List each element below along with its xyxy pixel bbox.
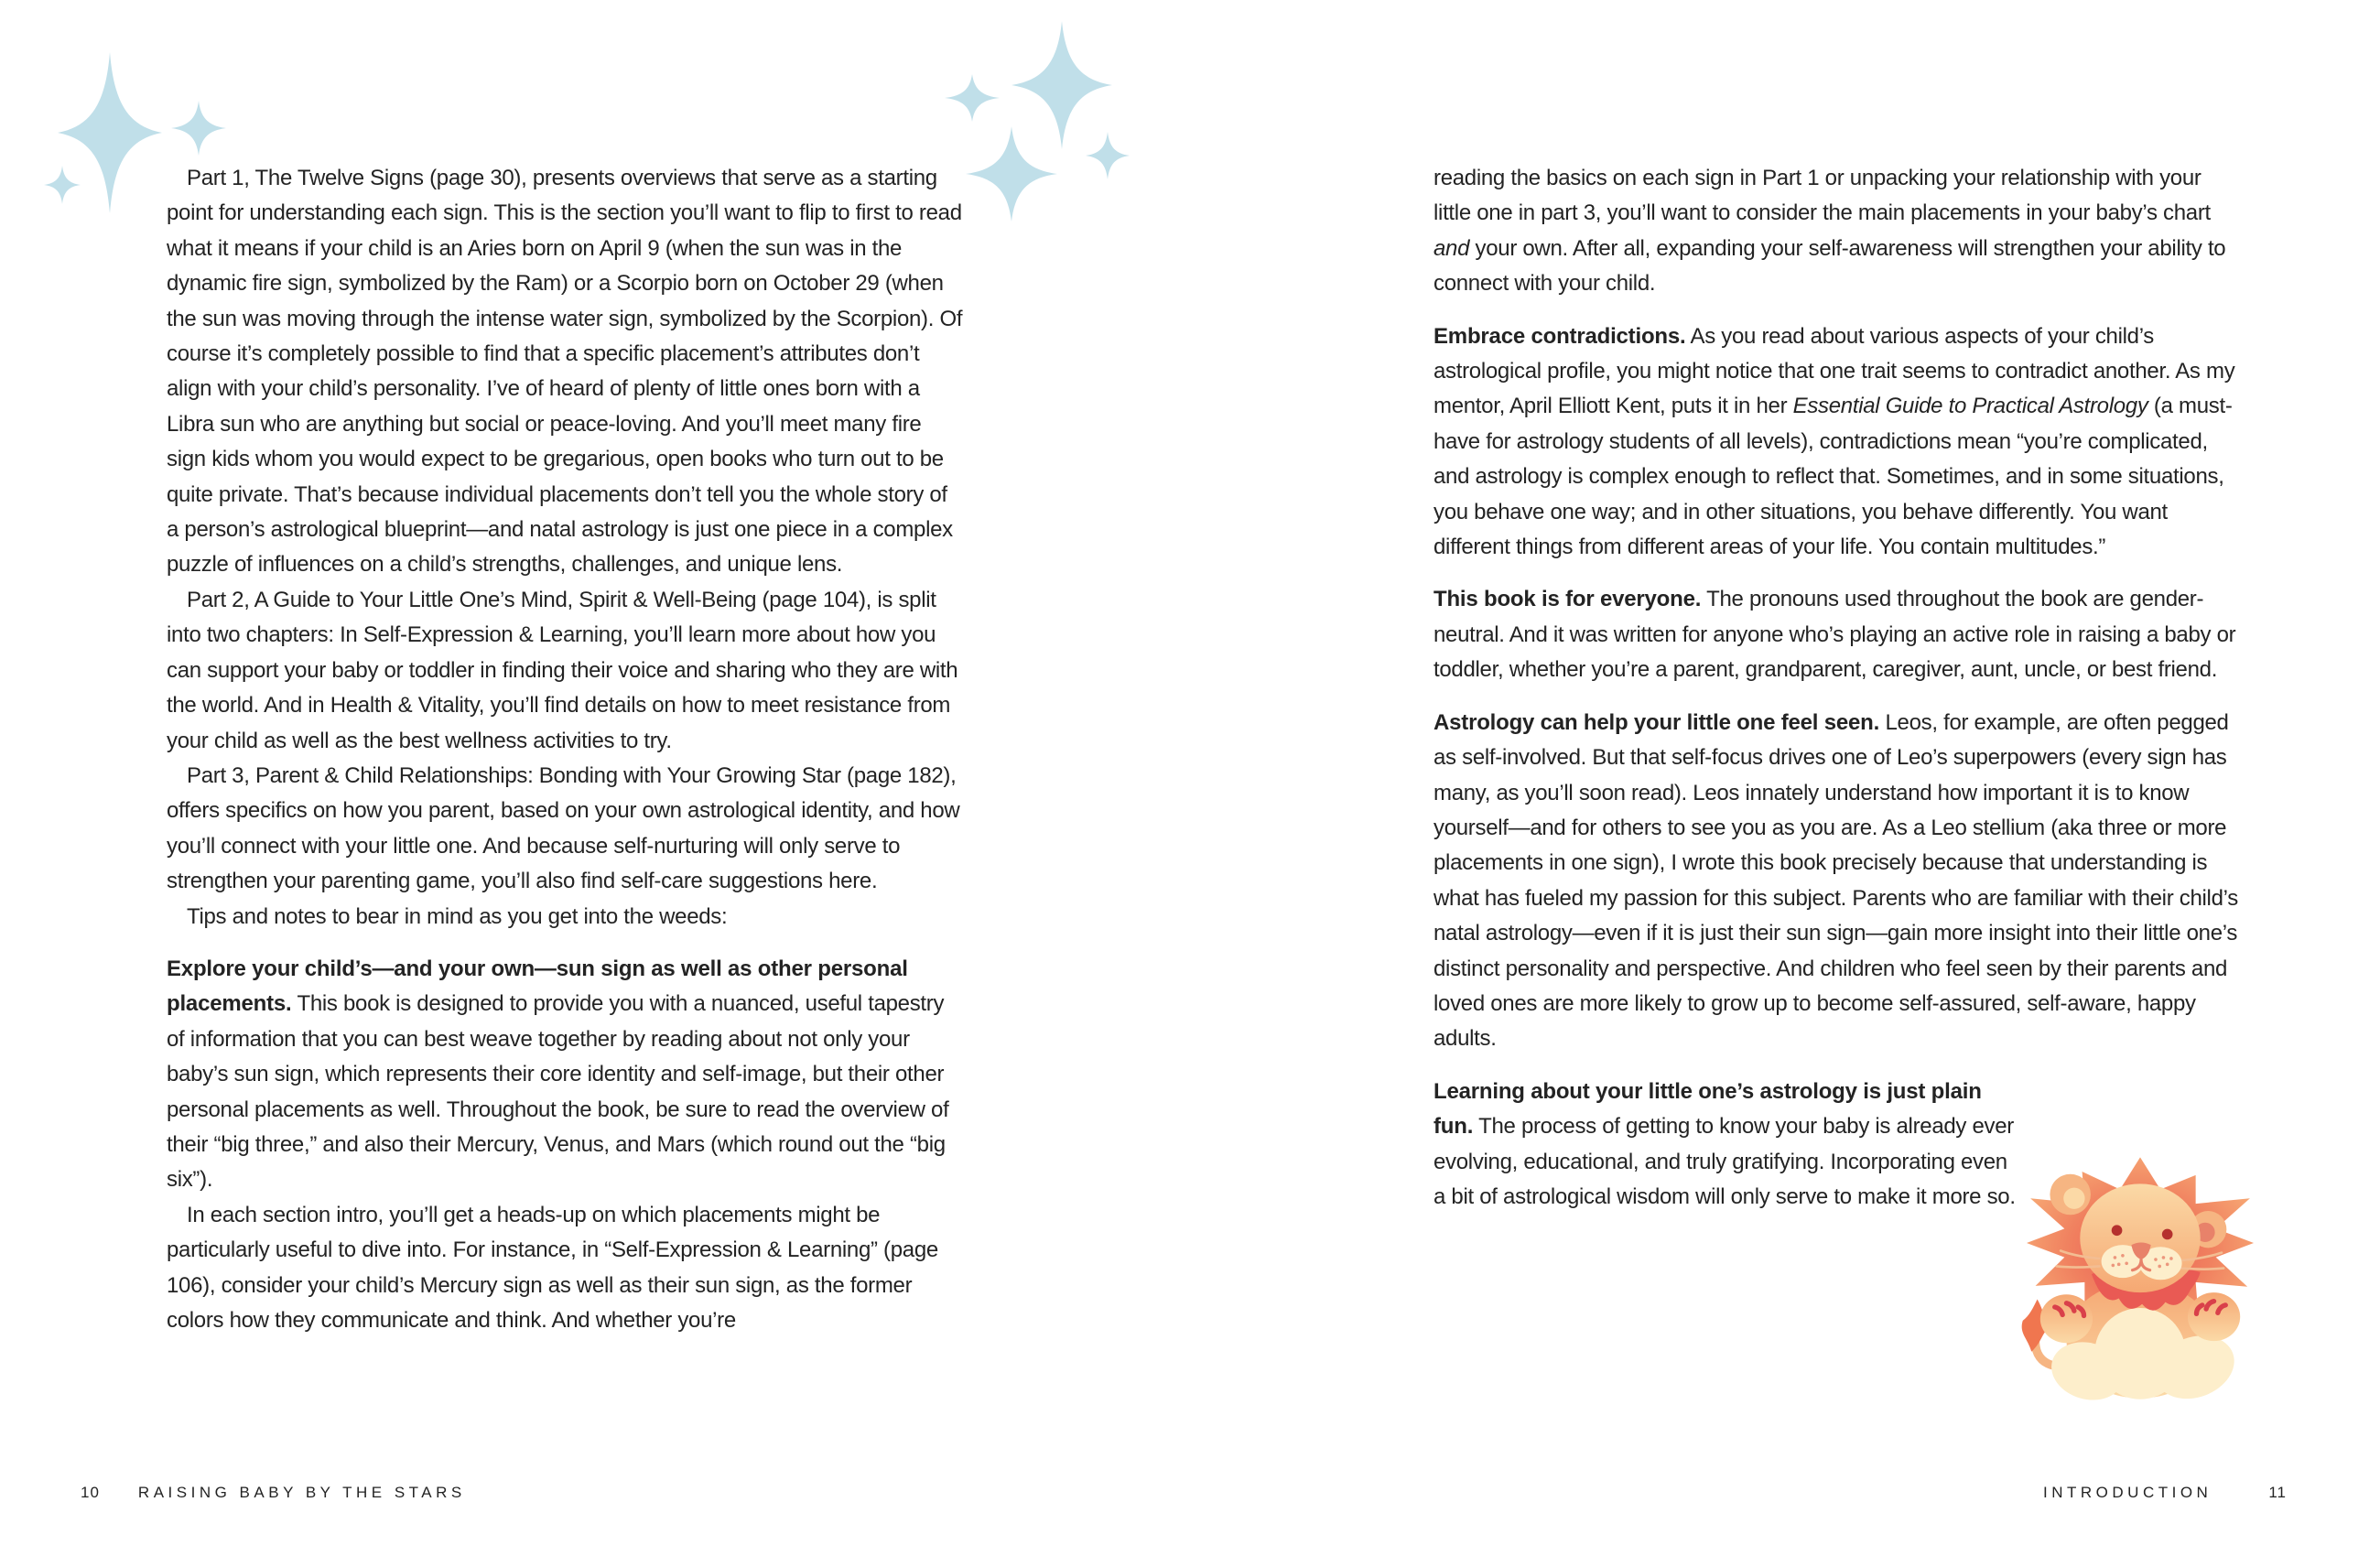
lion-head — [2080, 1183, 2200, 1292]
right-page-text-column — [1433, 161, 2239, 1215]
paragraph-embrace-contradictions: Embrace contradictions. As you read about various aspects of your child’s astrological profile, you might notice that one trait seems to contradict another. As my mentor, April Elliott Kent, puts it in her Essential Guide to Practical Astrology (a must-have for astrology students of all levels), contradictions mean “you’re complicated, and astrology is complex enough to reflect that. Sometimes, and in some situations, you behave one way; and in other situations, you behave differently. You want different things from different areas of your life. You contain multitudes.” — [1433, 323, 2235, 560]
sparkle-icon — [44, 166, 81, 204]
left-page-text-column — [167, 161, 965, 1338]
paragraph-part-3-overview: Part 3, Parent & Child Relationships: Bonding with Your Growing Star (page 182), offers specifics on how you parent, based on your own astrological identity, and how you’ll connect with your little one. And because self-nurturing will only serve to strengthen your parenting game, you’ll also find self-care suggestions here. — [167, 762, 960, 894]
page-number-left: 10 — [81, 1484, 100, 1501]
page-number-right: 11 — [2268, 1484, 2287, 1501]
left-page-footer — [81, 1484, 466, 1502]
sparkle-icon — [58, 52, 162, 213]
paragraph-continuation: reading the basics on each sign in Part 1 or unpacking your relationship with your little one in part 3, you’ll want to consider the main placements in your baby’s chart and your own. After all, expanding your self-awareness will strengthen your ability to connect with your child. — [1433, 166, 2226, 297]
paragraph-part-1-overview: Part 1, The Twelve Signs (page 30), presents overviews that serve as a starting point for understanding each sign. This is the section you’ll want to flip to first to read what it means if your child is an Aries born on April 9 (when the sun was in the dynamic fire sign, symbolized by the Ram) or a Scorpio born on October 29 (when the sun was moving through the intense water sign, symbolized by the Scorpion). Of course it’s completely possible to find that a specific placement’s attributes don’t align with your child’s personality. I’ve of heard of plenty of little ones born with a Libra sun who are anything but social or peace-loving. And you’ll meet many fire sign kids whom you would expect to be gregarious, open books who turn out to be quite private. That’s because individual placements don’t tell you the whole story of a person’s astrological blueprint—and natal astrology is just one piece in a complex puzzle of influences on a child’s strengths, challenges, and unique lens. — [167, 166, 963, 578]
sparkle-icon — [966, 126, 1057, 222]
paragraph-explore-placements: Explore your child’s—and your own—sun sign as well as other personal placements. This book is designed to provide you with a nuanced, useful tapestry of information that you can best weave together by reading about not only your baby’s sun sign, which represents their core identity and self-image, but their other personal placements as well. Throughout the book, be sure to read the overview of their “big three,” and also their Mercury, Venus, and Mars (which round out the “big six”). — [167, 956, 949, 1193]
paragraph-section-intros: In each section intro, you’ll get a heads-up on which placements might be particularly useful to dive into. For instance, in “Self-Expression & Learning” (page 106), consider your child’s Mercury sign as well as their sun sign, as the former colors how they communicate and think. And whether you’re — [167, 1202, 938, 1333]
paragraph-part-2-overview: Part 2, A Guide to Your Little One’s Mind, Spirit & Well-Being (page 104), is split into two chapters: In Self-Expression & Learning, you’ll learn more about how you can support your baby or toddler in finding their voice and sharing who they are with the world. And in Health & Vitality, you’ll find details on how to meet resistance from your child as well as the best wellness activities to try. — [167, 587, 958, 753]
paragraph-book-for-everyone: This book is for everyone. The pronouns used throughout the book are gender-neutral. And it was written for anyone who’s playing an active role in raising a baby or toddler, whether you’re a parent, grandparent, caregiver, aunt, uncle, or best friend. — [1433, 587, 2236, 683]
paragraph-feel-seen: Astrology can help your little one feel seen. Leos, for example, are often pegged as self-involved. But that self-focus drives one of Leo’s superpowers (every sign has many, as you’ll soon read). Leos innately understand how important it is to know yourself—and for others to see you as you are. As a Leo stellium (aka three or more placements in one sign), I wrote this book precisely because that understanding is what has fueled my passion for this subject. Parents who are familiar with their child’s natal astrology—even if it is just their sun sign—gain more insight into their little one’s distinct personality and perspective. And children who feel seen by their parents and loved ones are more likely to grow up to become self-assured, self-aware, happy adults. — [1433, 709, 2238, 1052]
sparkle-icon — [1012, 21, 1112, 149]
sparkle-icon — [1086, 132, 1130, 179]
sparkle-icon — [945, 74, 1000, 122]
running-head-section-title: INTRODUCTION — [2043, 1484, 2212, 1501]
lion-eye-left — [2112, 1225, 2123, 1236]
lion-eye-right — [2162, 1229, 2173, 1240]
running-head-book-title: RAISING BABY BY THE STARS — [137, 1484, 466, 1501]
paragraph-tips-intro: Tips and notes to bear in mind as you get into the weeds: — [187, 903, 728, 929]
sparkle-cluster-middle — [945, 21, 1130, 222]
sparkle-icon — [171, 101, 226, 156]
paragraph-just-plain-fun: Learning about your little one’s astrology is just plain fun. The process of getting to know your baby is already ever evolving, educational, and truly gratifying. Incorporating even a bit of astrological wisdom will only serve to make it more so. — [1433, 1078, 2016, 1209]
right-page-footer — [2043, 1484, 2287, 1502]
lion-illustration — [2014, 1146, 2266, 1404]
